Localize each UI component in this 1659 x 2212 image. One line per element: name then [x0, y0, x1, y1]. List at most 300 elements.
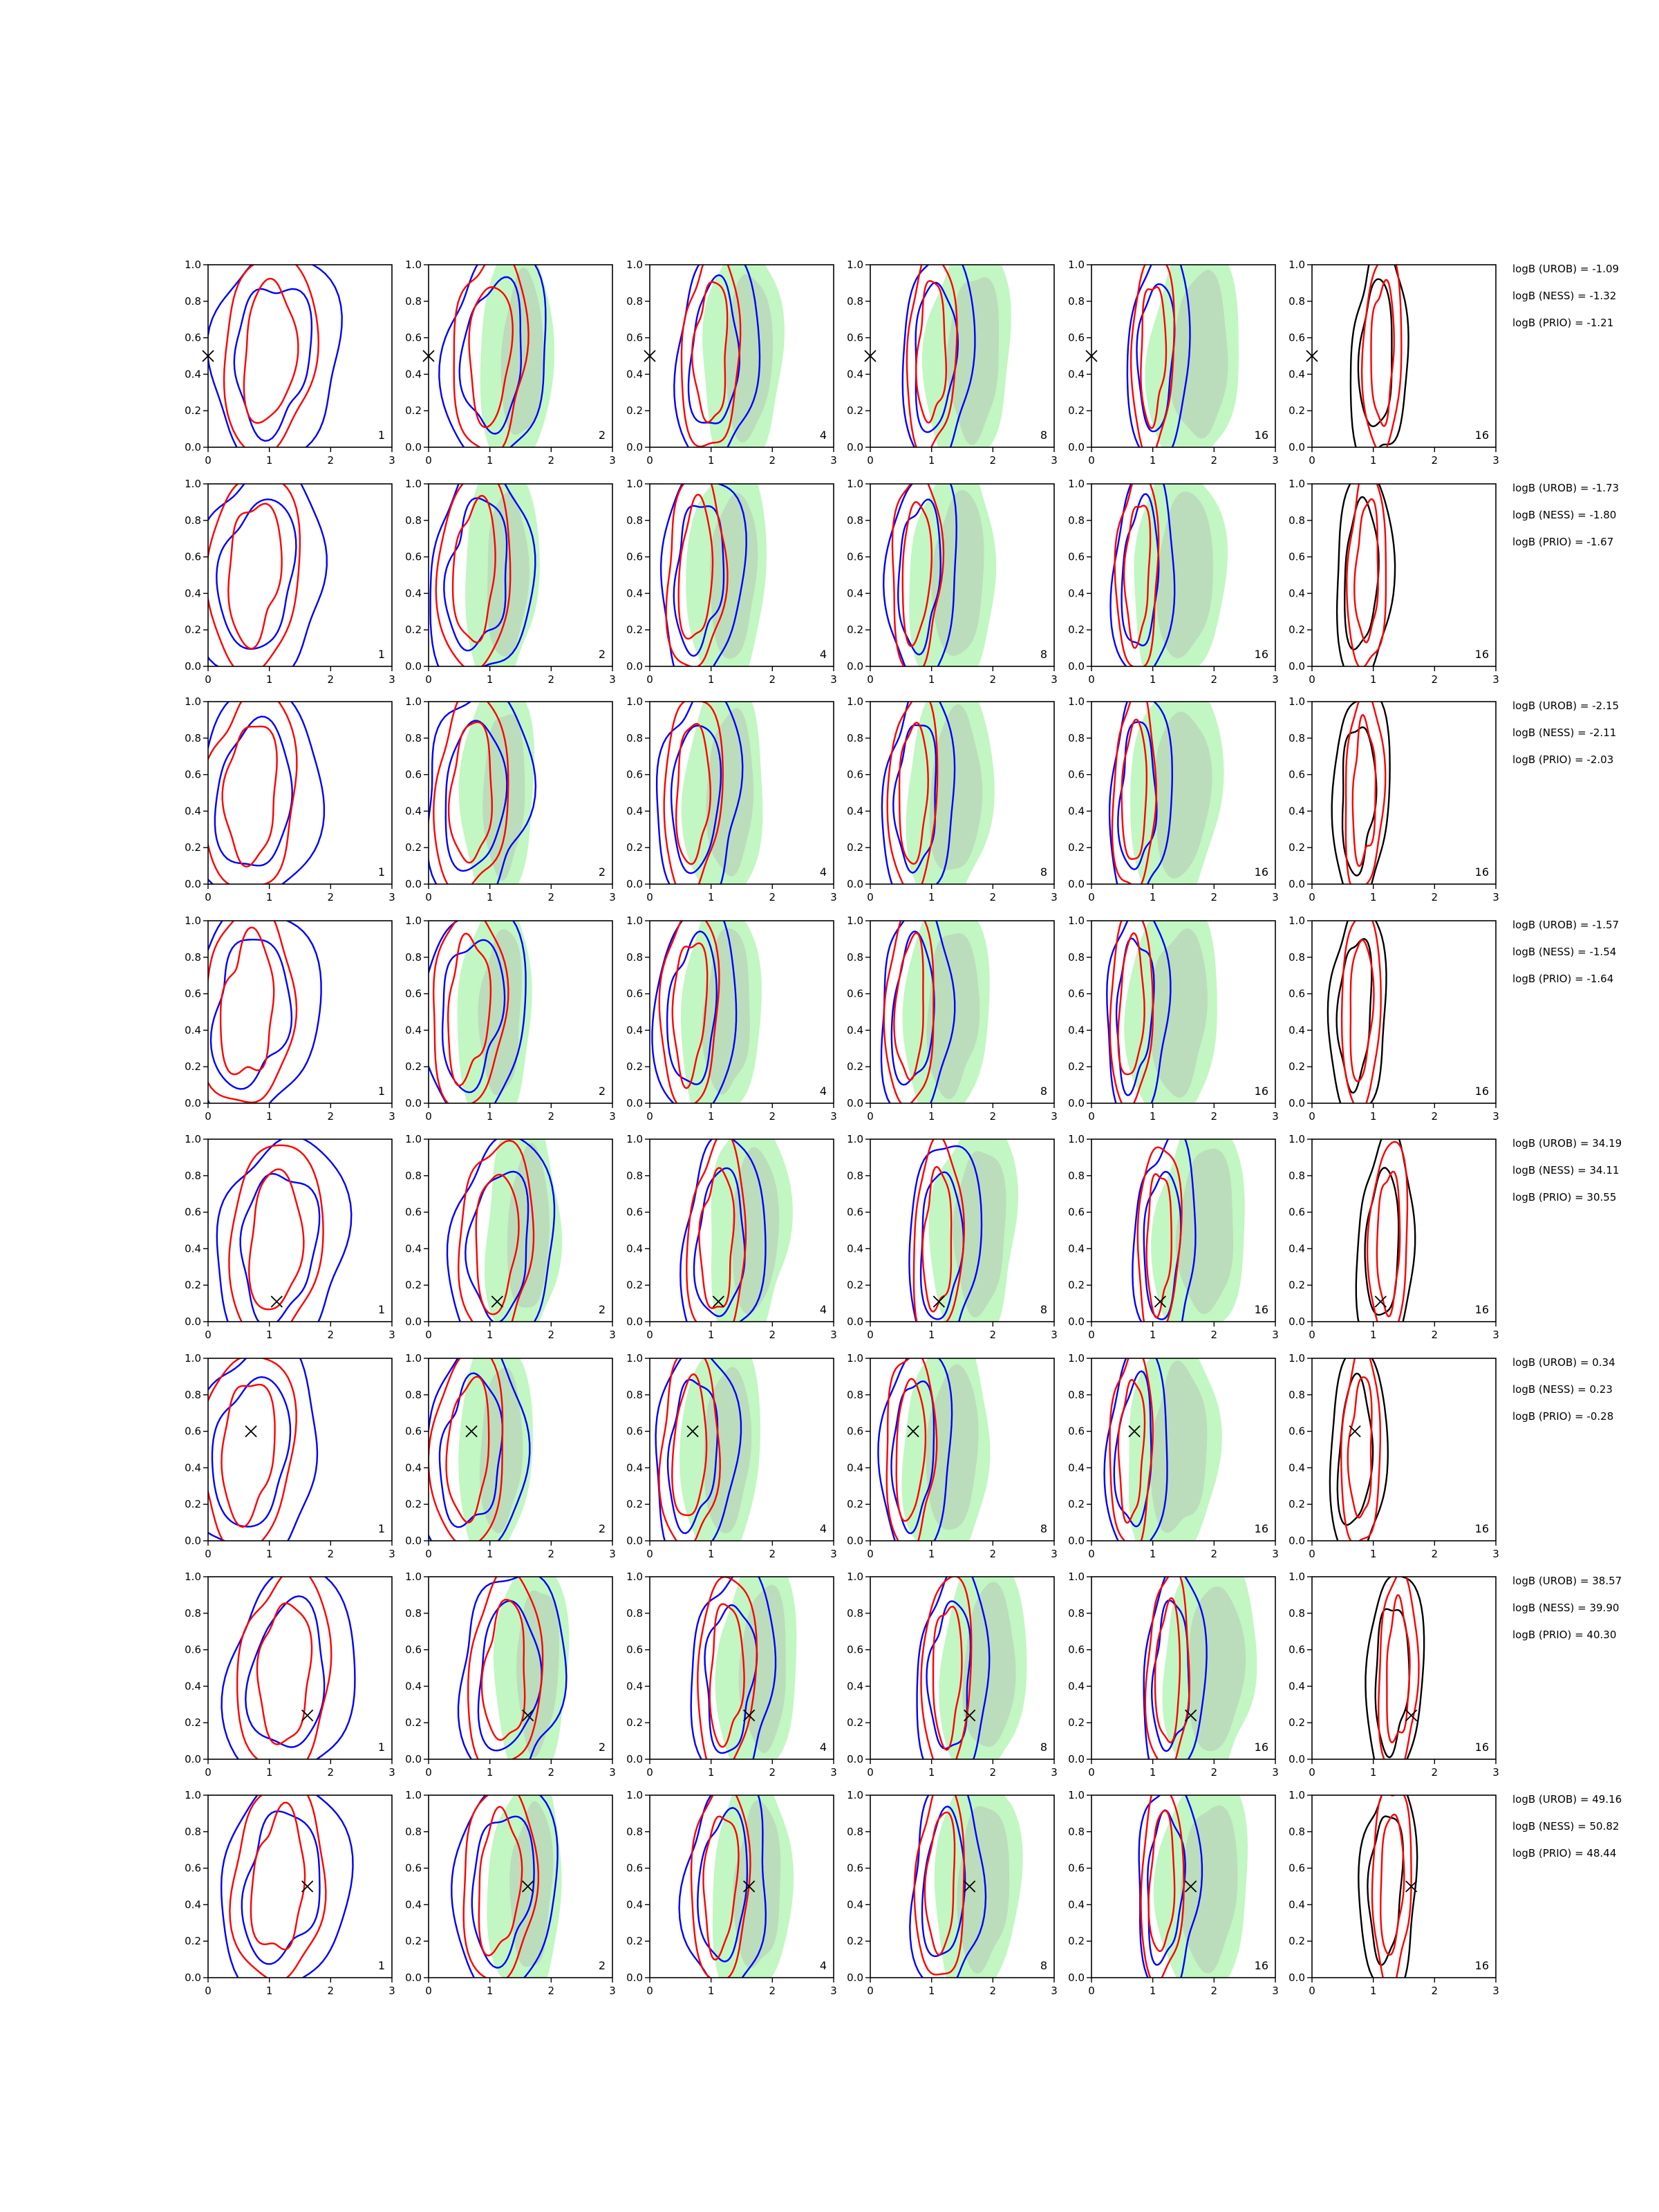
- x-tick-label: 2: [989, 454, 997, 467]
- x-tick-label: 0: [1309, 1766, 1315, 1779]
- x-tick-label: 1: [1369, 1110, 1377, 1123]
- x-tick-label: 0: [425, 891, 432, 903]
- y-tick-label: 0.6: [185, 550, 201, 563]
- y-tick-label: 0.2: [1068, 841, 1085, 854]
- x-tick-label: 2: [1431, 1329, 1438, 1341]
- y-tick-label: 0.6: [1068, 1206, 1085, 1219]
- y-tick-label: 0.4: [626, 587, 643, 600]
- y-tick-label: 0.4: [1288, 587, 1305, 600]
- logb-label: logB (PRIO) = 40.30: [1512, 1629, 1617, 1641]
- x-tick-label: 0: [425, 1985, 432, 1997]
- subplot: [626, 894, 837, 1126]
- y-tick-label: 1.0: [405, 259, 422, 271]
- x-tick-label: 3: [830, 1110, 837, 1123]
- y-tick-label: 0.6: [1288, 1862, 1305, 1875]
- y-tick-label: 0.6: [626, 550, 643, 563]
- y-tick-label: 0.6: [405, 987, 422, 1000]
- panel-label: 4: [819, 1741, 827, 1754]
- panel-label: 4: [819, 648, 827, 661]
- x-tick-label: 2: [769, 454, 776, 467]
- x-tick-label: 1: [486, 1985, 494, 1997]
- contour-inner: [216, 499, 296, 649]
- subplot: [626, 678, 837, 905]
- x-tick-label: 3: [609, 673, 616, 686]
- y-tick-label: 0.6: [1288, 331, 1305, 344]
- panel-label: 1: [377, 865, 385, 879]
- x-tick-label: 2: [1431, 673, 1438, 686]
- contour-layer: [881, 901, 990, 1132]
- panel-label: 2: [598, 865, 606, 879]
- y-tick-label: 0.4: [1068, 1024, 1085, 1037]
- x-tick-label: 2: [547, 891, 555, 903]
- subplot: [1288, 904, 1499, 1123]
- y-tick-label: 0.6: [1288, 987, 1305, 1000]
- panel-label: 4: [819, 1959, 827, 1972]
- x-tick-label: 0: [646, 1329, 653, 1341]
- logb-label: logB (PRIO) = -1.64: [1512, 973, 1614, 985]
- contour-ness-inner: [228, 504, 281, 649]
- x-tick-label: 3: [1272, 673, 1279, 686]
- contour-layer: [1356, 1126, 1415, 1343]
- contour-layer: [661, 460, 767, 693]
- x-tick-label: 3: [609, 1110, 616, 1123]
- x-tick-label: 1: [486, 673, 494, 686]
- true-value-marker: [1375, 1296, 1386, 1307]
- contour-layer: [222, 1568, 355, 1783]
- x-tick-label: 2: [769, 1548, 776, 1560]
- y-tick-label: 0.2: [1288, 1060, 1305, 1074]
- y-tick-label: 0.6: [185, 987, 201, 1000]
- y-tick-label: 0.0: [185, 1971, 201, 1984]
- logb-label: logB (NESS) = 50.82: [1512, 1820, 1620, 1833]
- contour-layer: [883, 451, 996, 686]
- contour-layer: [420, 891, 532, 1125]
- y-tick-label: 0.6: [626, 987, 643, 1000]
- subplot: [405, 684, 616, 910]
- contour-ness-inner: [1353, 715, 1376, 866]
- y-tick-label: 0.0: [847, 878, 863, 890]
- x-tick-label: 2: [547, 673, 555, 686]
- x-tick-label: 0: [205, 1548, 212, 1560]
- y-tick-label: 0.8: [185, 294, 201, 308]
- logb-label: logB (NESS) = -2.11: [1512, 727, 1617, 739]
- y-tick-label: 0.6: [405, 1206, 422, 1219]
- y-tick-label: 1.0: [847, 1133, 863, 1145]
- y-tick-label: 1.0: [1288, 478, 1305, 490]
- contour-layer: [1144, 1555, 1257, 1788]
- y-tick-label: 0.4: [847, 1461, 863, 1474]
- subplot: [847, 1114, 1058, 1362]
- x-tick-label: 0: [867, 891, 874, 903]
- y-tick-label: 0.8: [626, 294, 643, 308]
- y-tick-label: 0.6: [626, 1206, 643, 1219]
- y-tick-label: 0.0: [1068, 1535, 1085, 1547]
- contour-layer: [656, 1338, 760, 1568]
- y-tick-label: 0.8: [626, 1169, 643, 1182]
- subplot: [405, 891, 616, 1125]
- y-tick-label: 0.8: [1068, 1169, 1085, 1182]
- contour-ness-inner: [251, 1803, 305, 1950]
- x-tick-label: 3: [1051, 1329, 1058, 1341]
- x-tick-label: 2: [327, 1110, 335, 1123]
- subplot: [1068, 1111, 1279, 1358]
- subplot: [185, 1338, 395, 1562]
- panel-label: 16: [1474, 1522, 1489, 1535]
- y-tick-label: 0.6: [405, 1862, 422, 1875]
- y-tick-label: 0.4: [185, 587, 201, 600]
- y-tick-label: 0.0: [185, 441, 201, 453]
- contour-layer: [451, 1764, 561, 1999]
- contour-layer: [653, 894, 762, 1126]
- x-tick-label: 0: [867, 1110, 874, 1123]
- x-tick-label: 0: [425, 1766, 432, 1779]
- y-tick-label: 0.4: [626, 805, 643, 818]
- logb-label: logB (PRIO) = 30.55: [1512, 1191, 1617, 1203]
- panel-label: 16: [1474, 429, 1489, 442]
- logb-label: logB (PRIO) = -0.28: [1512, 1410, 1614, 1423]
- y-tick-label: 0.8: [1068, 950, 1085, 964]
- y-tick-label: 0.0: [1288, 1971, 1305, 1984]
- y-tick-label: 0.2: [1068, 404, 1085, 418]
- contour-layer: [1332, 690, 1390, 911]
- contour-layer: [217, 1136, 352, 1351]
- x-tick-label: 3: [609, 891, 616, 903]
- y-tick-label: 0.2: [626, 404, 643, 418]
- y-tick-label: 0.6: [405, 768, 422, 781]
- y-tick-label: 0.8: [847, 731, 863, 744]
- x-tick-label: 1: [265, 1985, 273, 1997]
- x-tick-label: 1: [1149, 1110, 1156, 1123]
- y-tick-label: 0.0: [1288, 1097, 1305, 1109]
- y-tick-label: 0.2: [405, 1498, 422, 1511]
- x-tick-label: 0: [646, 1548, 653, 1560]
- y-tick-label: 0.0: [1288, 1535, 1305, 1547]
- y-tick-label: 0.8: [847, 514, 863, 527]
- x-tick-label: 1: [707, 1329, 715, 1341]
- logb-label: logB (UROB) = -1.09: [1512, 263, 1620, 275]
- y-tick-label: 0.8: [405, 1388, 422, 1401]
- x-tick-label: 2: [1210, 454, 1218, 467]
- x-tick-label: 3: [388, 1548, 395, 1560]
- contour-layer: [1132, 1111, 1244, 1358]
- y-tick-label: 0.6: [1288, 1643, 1305, 1656]
- subplot: [626, 1553, 837, 1788]
- subplot: [1288, 1344, 1499, 1562]
- subplot: [1288, 690, 1499, 911]
- y-tick-label: 0.2: [847, 624, 863, 637]
- subplot: [847, 1555, 1058, 1783]
- y-tick-label: 0.6: [626, 1643, 643, 1656]
- y-tick-label: 0.6: [626, 768, 643, 781]
- y-tick-label: 1.0: [185, 1133, 201, 1145]
- y-tick-label: 0.0: [185, 1097, 201, 1109]
- y-tick-label: 0.4: [1288, 1680, 1305, 1693]
- x-tick-label: 3: [1272, 1766, 1279, 1779]
- y-tick-label: 0.0: [405, 1535, 422, 1547]
- y-tick-label: 1.0: [626, 259, 643, 271]
- x-tick-label: 0: [1088, 673, 1095, 686]
- x-tick-label: 0: [1088, 891, 1095, 903]
- y-tick-label: 1.0: [1068, 1571, 1085, 1583]
- y-tick-label: 0.0: [1288, 1753, 1305, 1765]
- x-tick-label: 2: [1210, 1766, 1218, 1779]
- x-tick-label: 3: [1051, 891, 1058, 903]
- subplot: [847, 451, 1058, 686]
- subplot: [1068, 1775, 1279, 2003]
- x-tick-label: 2: [327, 1766, 335, 1779]
- y-tick-label: 1.0: [1068, 478, 1085, 490]
- x-tick-label: 0: [646, 1110, 653, 1123]
- panel-label: 16: [1474, 1303, 1489, 1316]
- x-tick-label: 2: [327, 1548, 335, 1560]
- y-tick-label: 1.0: [185, 915, 201, 927]
- panel-label: 16: [1254, 429, 1268, 442]
- subplot: [185, 1568, 395, 1783]
- y-tick-label: 1.0: [1288, 1133, 1305, 1145]
- x-tick-label: 1: [486, 454, 494, 467]
- y-tick-label: 0.0: [626, 1971, 643, 1984]
- x-tick-label: 1: [1369, 1766, 1377, 1779]
- subplot: [185, 686, 395, 903]
- contour-ness-inner: [223, 727, 277, 867]
- x-tick-label: 2: [327, 1985, 335, 1997]
- x-tick-label: 0: [1309, 1329, 1315, 1341]
- y-tick-label: 1.0: [185, 478, 201, 490]
- x-tick-label: 3: [1272, 1329, 1279, 1341]
- y-tick-label: 0.4: [1288, 805, 1305, 818]
- x-tick-label: 2: [1431, 454, 1438, 467]
- x-tick-label: 3: [1272, 1548, 1279, 1560]
- x-tick-label: 1: [1149, 1766, 1156, 1779]
- x-tick-label: 2: [769, 1110, 776, 1123]
- y-tick-label: 0.6: [405, 1643, 422, 1656]
- contour-ness-inner: [222, 1385, 275, 1527]
- subplot: [1068, 243, 1279, 471]
- logb-label: logB (PRIO) = -1.67: [1512, 536, 1614, 548]
- y-tick-label: 0.0: [1288, 660, 1305, 673]
- y-tick-label: 0.2: [405, 1060, 422, 1074]
- panel-label: 4: [819, 865, 827, 879]
- x-tick-label: 3: [609, 1548, 616, 1560]
- axes-frame: [1312, 702, 1496, 884]
- panel-label: 1: [377, 648, 385, 661]
- y-tick-label: 0.2: [185, 1716, 201, 1730]
- x-tick-label: 3: [1272, 1985, 1279, 1997]
- contour-ness-outer: [1378, 1572, 1418, 1771]
- x-tick-label: 3: [1492, 1985, 1499, 1997]
- y-tick-label: 0.6: [847, 768, 863, 781]
- panel-label: 2: [598, 1741, 606, 1754]
- y-tick-label: 0.8: [847, 1388, 863, 1401]
- subplot: [1068, 899, 1279, 1128]
- x-tick-label: 0: [867, 1766, 874, 1779]
- y-tick-label: 0.8: [405, 1169, 422, 1182]
- y-tick-label: 1.0: [847, 915, 863, 927]
- y-tick-label: 0.2: [185, 624, 201, 637]
- y-tick-label: 0.6: [626, 1425, 643, 1438]
- y-tick-label: 0.2: [1068, 1279, 1085, 1292]
- y-tick-label: 0.2: [185, 1279, 201, 1292]
- panel-label: 4: [819, 429, 827, 442]
- contour-ness-outer: [224, 256, 319, 456]
- x-tick-label: 0: [1309, 1985, 1315, 1997]
- contour-layer: [1127, 243, 1239, 471]
- x-tick-label: 0: [425, 1110, 432, 1123]
- y-tick-label: 0.0: [847, 1971, 863, 1984]
- y-tick-label: 0.2: [1288, 624, 1305, 637]
- y-tick-label: 1.0: [847, 695, 863, 708]
- subplot: [847, 1329, 1058, 1562]
- x-tick-label: 0: [205, 454, 212, 467]
- y-tick-label: 0.6: [1068, 987, 1085, 1000]
- subplot: [1288, 1126, 1499, 1343]
- x-tick-label: 0: [205, 1766, 212, 1779]
- x-tick-label: 0: [646, 891, 653, 903]
- panel-label: 8: [1040, 1303, 1047, 1316]
- panel-label: 1: [377, 429, 385, 442]
- x-tick-label: 1: [1369, 891, 1377, 903]
- x-tick-label: 2: [1210, 1985, 1218, 1997]
- contour-layer: [917, 1555, 1027, 1783]
- y-tick-label: 0.0: [185, 878, 201, 890]
- logb-label: logB (UROB) = -1.73: [1512, 482, 1620, 494]
- panel-label: 16: [1254, 1303, 1268, 1316]
- x-tick-label: 2: [327, 891, 335, 903]
- y-tick-label: 1.0: [1288, 695, 1305, 708]
- logb-label: logB (UROB) = 0.34: [1512, 1356, 1615, 1369]
- y-tick-label: 0.4: [626, 1898, 643, 1911]
- y-tick-label: 1.0: [847, 1571, 863, 1583]
- x-tick-label: 2: [1210, 673, 1218, 686]
- x-tick-label: 1: [1149, 1548, 1156, 1560]
- x-tick-label: 0: [425, 1329, 432, 1341]
- panel-label: 2: [598, 1303, 606, 1316]
- subplot: [185, 1133, 395, 1352]
- y-tick-label: 0.8: [847, 294, 863, 308]
- y-tick-label: 0.8: [405, 950, 422, 964]
- x-tick-label: 1: [707, 673, 715, 686]
- subplot: [1068, 1331, 1279, 1560]
- y-tick-label: 0.8: [626, 1388, 643, 1401]
- x-tick-label: 3: [830, 891, 837, 903]
- contour-outer: [217, 1136, 352, 1351]
- y-tick-label: 0.8: [626, 514, 643, 527]
- x-tick-label: 1: [486, 1548, 494, 1560]
- panel-label: 1: [377, 1741, 385, 1754]
- y-tick-label: 0.2: [1068, 1060, 1085, 1074]
- y-tick-label: 0.2: [626, 1060, 643, 1074]
- x-tick-label: 3: [1051, 1766, 1058, 1779]
- subplot: [847, 901, 1058, 1132]
- subplot: [405, 1338, 616, 1570]
- contour-layer: [458, 1555, 570, 1791]
- y-tick-label: 1.0: [405, 1133, 422, 1145]
- panel-label: 16: [1254, 1959, 1268, 1972]
- subplot: [847, 679, 1058, 908]
- y-tick-label: 0.8: [185, 1606, 201, 1620]
- y-tick-label: 0.4: [405, 587, 422, 600]
- y-tick-label: 0.8: [1288, 731, 1305, 744]
- subplot: [1068, 1555, 1279, 1788]
- axes-frame: [208, 1577, 392, 1759]
- y-tick-label: 0.2: [1288, 1498, 1305, 1511]
- contour-ness-outer: [1347, 467, 1386, 668]
- x-tick-label: 1: [1369, 454, 1377, 467]
- x-tick-label: 0: [425, 1548, 432, 1560]
- y-tick-label: 1.0: [1068, 915, 1085, 927]
- y-tick-label: 0.4: [405, 805, 422, 818]
- y-tick-label: 1.0: [626, 915, 643, 927]
- y-tick-label: 0.0: [1288, 878, 1305, 890]
- y-tick-label: 0.0: [405, 441, 422, 453]
- logb-label: logB (NESS) = -1.32: [1512, 290, 1617, 302]
- contour-layer: [221, 1779, 353, 1996]
- x-tick-label: 3: [1272, 454, 1279, 467]
- logb-label: logB (PRIO) = -1.21: [1512, 317, 1614, 329]
- y-tick-label: 0.6: [185, 768, 201, 781]
- contour-layer: [882, 679, 995, 908]
- logb-label: logB (UROB) = -2.15: [1512, 700, 1620, 712]
- y-tick-label: 0.0: [1288, 441, 1305, 453]
- y-tick-label: 0.6: [1068, 1643, 1085, 1656]
- y-tick-label: 1.0: [185, 1571, 201, 1583]
- y-tick-label: 0.4: [1288, 1461, 1305, 1474]
- x-tick-label: 3: [1492, 1548, 1499, 1560]
- logb-label: logB (UROB) = 34.19: [1512, 1137, 1622, 1150]
- y-tick-label: 0.6: [847, 331, 863, 344]
- contour-layer: [674, 241, 785, 469]
- y-tick-label: 0.0: [1068, 878, 1085, 890]
- panel-label: 16: [1474, 1741, 1489, 1754]
- subplot: [1288, 1571, 1499, 1790]
- y-tick-label: 1.0: [847, 1789, 863, 1801]
- y-tick-label: 0.8: [626, 1825, 643, 1838]
- y-tick-label: 0.8: [1288, 1825, 1305, 1838]
- subplot: [405, 1764, 616, 1999]
- y-tick-label: 0.2: [626, 1498, 643, 1511]
- x-tick-label: 3: [1051, 673, 1058, 686]
- logb-label: logB (NESS) = -1.54: [1512, 946, 1617, 958]
- contour-inner: [215, 717, 292, 866]
- x-tick-label: 1: [707, 1548, 715, 1560]
- x-tick-label: 0: [205, 1329, 212, 1341]
- logb-label: logB (NESS) = 34.11: [1512, 1164, 1620, 1177]
- y-tick-label: 0.8: [626, 950, 643, 964]
- y-tick-label: 1.0: [626, 695, 643, 708]
- y-tick-label: 1.0: [1288, 915, 1305, 927]
- y-tick-label: 0.8: [405, 1825, 422, 1838]
- contour-layer: [422, 1338, 533, 1570]
- x-tick-label: 3: [1492, 1329, 1499, 1341]
- y-tick-label: 1.0: [1288, 1571, 1305, 1583]
- x-tick-label: 1: [265, 1766, 273, 1779]
- y-tick-label: 0.0: [1068, 1971, 1085, 1984]
- x-tick-label: 3: [609, 454, 616, 467]
- y-tick-label: 0.6: [1068, 1425, 1085, 1438]
- y-tick-label: 1.0: [1288, 1789, 1305, 1801]
- x-tick-label: 0: [1088, 1548, 1095, 1560]
- x-tick-label: 2: [989, 1110, 997, 1123]
- subplot: [405, 1114, 616, 1351]
- logb-label: logB (UROB) = -1.57: [1512, 919, 1620, 931]
- subplot: [1288, 1775, 1499, 1997]
- contour-layer: [427, 684, 536, 910]
- contour-layer: [679, 1765, 794, 1996]
- y-tick-label: 0.0: [626, 1315, 643, 1328]
- x-tick-label: 3: [830, 454, 837, 467]
- x-tick-label: 2: [327, 454, 335, 467]
- x-tick-label: 1: [707, 1766, 715, 1779]
